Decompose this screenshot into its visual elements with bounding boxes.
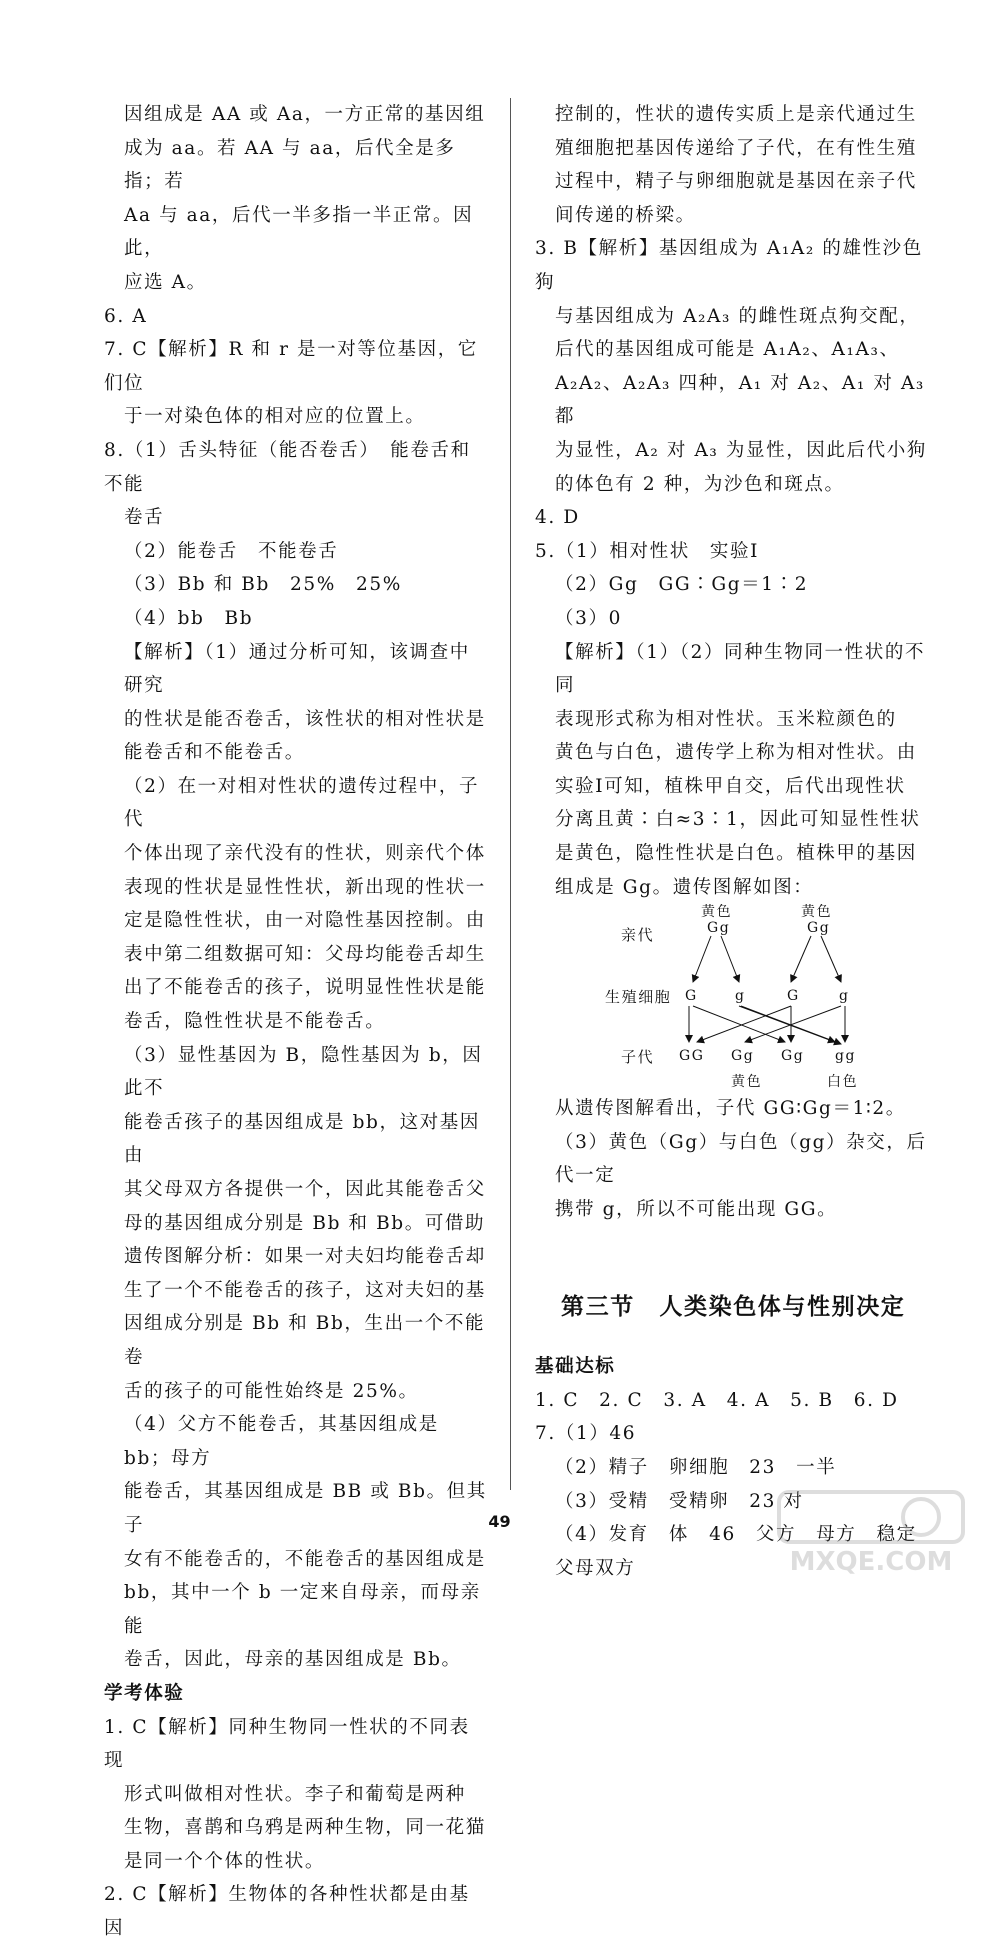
answer-7-4: （4）发育 体 46 父方 母方 稳定	[555, 1524, 917, 1546]
text-line: A₂A₂、A₂A₃ 四种，A₁ 对 A₂、A₁ 对 A₃ 都	[555, 372, 925, 428]
text-line: 组成是 Gg。遗传图解如图：	[555, 876, 814, 898]
gamete-g2: g	[839, 988, 850, 1005]
arrow	[693, 936, 711, 982]
parent1-gene: Gg	[707, 920, 731, 937]
genetic-diagram	[535, 904, 927, 1092]
offspring-Gg2: Gg	[781, 1048, 805, 1065]
question-2: 2. C【解析】生物体的各种性状都是由基因	[104, 1884, 470, 1940]
text-line: 黄色与白色，遗传学上称为相对性状。由	[555, 742, 917, 764]
answer-7-4-cont: 父母双方	[555, 1557, 636, 1579]
text-line: 因组成是 AA 或 Aa，一方正常的基因组	[124, 104, 486, 125]
question-5: 5.（1）相对性状 实验Ⅰ	[535, 540, 760, 562]
text-line: 能卷舌和不能卷舌。	[124, 742, 305, 764]
arrow	[745, 1006, 841, 1042]
text-line: 的性状是能否卷舌，该性状的相对性状是	[124, 708, 486, 730]
label-yellow: 黄色	[731, 1074, 763, 1091]
text-line: 殖细胞把基因传递给了子代，在有性生殖	[555, 137, 917, 159]
text-line: 是同一个个体的性状。	[124, 1850, 326, 1872]
text-line: 舌的孩子的可能性始终是 25%。	[124, 1380, 419, 1402]
text-line: 后代的基因组成可能是 A₁A₂、A₁A₃、	[555, 339, 900, 361]
text-line: 是黄色，隐性性状是白色。植株甲的基因	[555, 843, 917, 865]
analysis-3	[104, 1039, 488, 1409]
text-line: 因组成分别是 Bb 和 Bb，生出一个不能卷	[124, 1313, 486, 1368]
text-line: 其父母双方各提供一个，因此其能卷舌父	[124, 1179, 486, 1200]
sub-heading-jichu: 基础达标	[535, 1356, 616, 1378]
arrow	[721, 936, 739, 982]
answer-7: 7. C【解析】R 和 r 是一对等位基因，它们位	[104, 339, 478, 394]
section-title: 第三节 人类染色体与性别决定	[561, 1293, 906, 1320]
text-line: 出了不能卷舌的孩子，说明显性性状是能	[124, 977, 486, 999]
analysis-1	[104, 636, 488, 770]
text-line: 个体出现了亲代没有的性状，则亲代个体	[124, 843, 486, 865]
text-line: 分离且黄∶白≈3∶1，因此可知显性性状	[555, 809, 921, 831]
section-heading-xuekao: 学考体验	[104, 1682, 185, 1704]
text-line: 的体色有 2 种，为沙色和斑点。	[555, 473, 845, 495]
label-white: 白色	[827, 1074, 859, 1091]
answer-8-4: （4）bb Bb	[124, 607, 254, 629]
answer-8: 8.（1）舌头特征（能否卷舌） 能卷舌和不能	[104, 439, 471, 495]
text-line: 生物，喜鹊和乌鸦是两种生物，同一花猫	[124, 1817, 486, 1839]
text-line: 卷舌，隐性性状是不能卷舌。	[124, 1011, 386, 1033]
text-line: 形式叫做相对性状。李子和葡萄是两种	[124, 1783, 466, 1805]
text-line: 表中第二组数据可知：父母均能卷舌却生	[124, 943, 486, 965]
text-line: 母的基因组成分别是 Bb 和 Bb。可借助	[124, 1212, 486, 1234]
answer-7: 7.（1）46	[535, 1423, 637, 1445]
text-line: 表现形式称为相对性状。玉米粒颜色的	[555, 708, 897, 730]
text-line: 遗传图解分析：如果一对夫妇均能卷舌却	[124, 1246, 486, 1268]
gamete-G1: G	[685, 988, 698, 1005]
text-line: （3）显性基因为 B，隐性基因为 b，因此不	[124, 1044, 483, 1100]
text-line: 能卷舌，其基因组成是 BB 或 Bb。但其子	[124, 1481, 487, 1536]
text-line: （3）0	[555, 607, 622, 629]
text-line: 定是隐性性状，由一对隐性基因控制。由	[124, 910, 486, 932]
analysis-5	[535, 636, 927, 905]
text-line: 生了一个不能卷舌的孩子，这对夫妇的基	[124, 1279, 486, 1301]
arrow	[791, 936, 811, 982]
text-line: 与基因组成为 A₂A₃ 的雌性斑点狗交配，	[555, 305, 920, 327]
page-number: 49	[488, 1512, 511, 1531]
right-column	[535, 98, 927, 1585]
offspring-gg: gg	[835, 1048, 857, 1065]
text-line: 过程中，精子与卵细胞就是基因在亲子代	[555, 171, 917, 193]
answer-7-cont: 于一对染色体的相对应的位置上。	[124, 406, 426, 428]
text-line: 间传递的桥梁。	[555, 204, 696, 226]
text-line: （2）在一对相对性状的遗传过程中，子代	[124, 775, 480, 831]
offspring-Gg1: Gg	[731, 1048, 755, 1065]
watermark-logo	[771, 1488, 971, 1578]
arrow	[697, 1006, 791, 1042]
text-line: （4）父方不能卷舌，其基因组成是 bb；母方	[124, 1414, 439, 1469]
offspring-GG: GG	[679, 1048, 705, 1065]
text-line: 实验Ⅰ可知，植株甲自交，后代出现性状	[555, 775, 906, 797]
row-label-offspring: 子代	[621, 1048, 655, 1067]
row-label-parent: 亲代	[621, 926, 655, 945]
answer-6: 6. A	[104, 305, 148, 327]
text-line: 女有不能卷舌的，不能卷舌的基因组成是	[124, 1548, 486, 1570]
text-line: bb，其中一个 b 一定来自母亲，而母亲能	[124, 1582, 481, 1637]
analysis-4	[104, 1408, 488, 1677]
text-line: 能卷舌孩子的基因组成是 bb，这对基因由	[124, 1111, 480, 1167]
text-line: Aa 与 aa，后代一半多指一半正常。因此，	[124, 204, 474, 260]
text-line: 【解析】（1）（2）同种生物同一性状的不同	[555, 641, 926, 697]
arrow	[693, 1006, 785, 1042]
text-line: 为显性，A₂ 对 A₃ 为显性，因此后代小狗	[555, 439, 927, 461]
text-line: 应选 A。	[124, 271, 207, 293]
text-line: 【解析】（1）通过分析可知，该调查中研究	[124, 641, 470, 697]
question-4: 4. D	[535, 507, 580, 529]
text-line: 表现的性状是显性性状，新出现的性状一	[124, 876, 486, 898]
parent2-color: 黄色	[801, 904, 833, 921]
text-line: 成为 aa。若 AA 与 aa，后代全是多指；若	[124, 137, 456, 193]
answer-7-2: （2）精子 卵细胞 23 一半	[555, 1457, 837, 1478]
row-label-gamete: 生殖细胞	[605, 988, 672, 1007]
watermark-text: MXQE.COM	[789, 1547, 953, 1577]
gamete-g1: g	[735, 988, 746, 1005]
text-line: 携带 g，所以不可能出现 GG。	[555, 1199, 838, 1221]
answer-7-3: （3）受精 受精卵 23 对	[555, 1490, 804, 1512]
parent1-color: 黄色	[701, 904, 733, 921]
analysis-2	[104, 770, 488, 1039]
answer-8-cont: 卷舌	[124, 507, 165, 529]
left-column	[104, 98, 488, 1946]
column-divider	[510, 98, 511, 1490]
text-line: （3）黄色（Gg）与白色（gg）杂交，后代一定	[555, 1131, 927, 1187]
question-3: 3. B【解析】基因组成为 A₁A₂ 的雄性沙色狗	[535, 238, 923, 293]
parent2-gene: Gg	[807, 920, 831, 937]
text-line: 卷舌，因此，母亲的基因组成是 Bb。	[124, 1649, 462, 1671]
text-line: （2）Gg GG∶Gg＝1∶2	[555, 574, 809, 596]
question-1: 1. C【解析】同种生物同一性状的不同表现	[104, 1716, 470, 1772]
arrow	[821, 936, 841, 982]
text-line: 控制的，性状的遗传实质上是亲代通过生	[555, 104, 917, 125]
gamete-G2: G	[787, 988, 800, 1005]
answer-8-2: （2）能卷舌 不能卷舌	[124, 540, 339, 562]
text-line: 从遗传图解看出，子代 GG∶Gg＝1∶2。	[555, 1098, 906, 1120]
answer-8-3: （3）Bb 和 Bb 25% 25%	[124, 574, 402, 596]
answers-row: 1. C 2. C 3. A 4. A 5. B 6. D	[535, 1389, 899, 1411]
